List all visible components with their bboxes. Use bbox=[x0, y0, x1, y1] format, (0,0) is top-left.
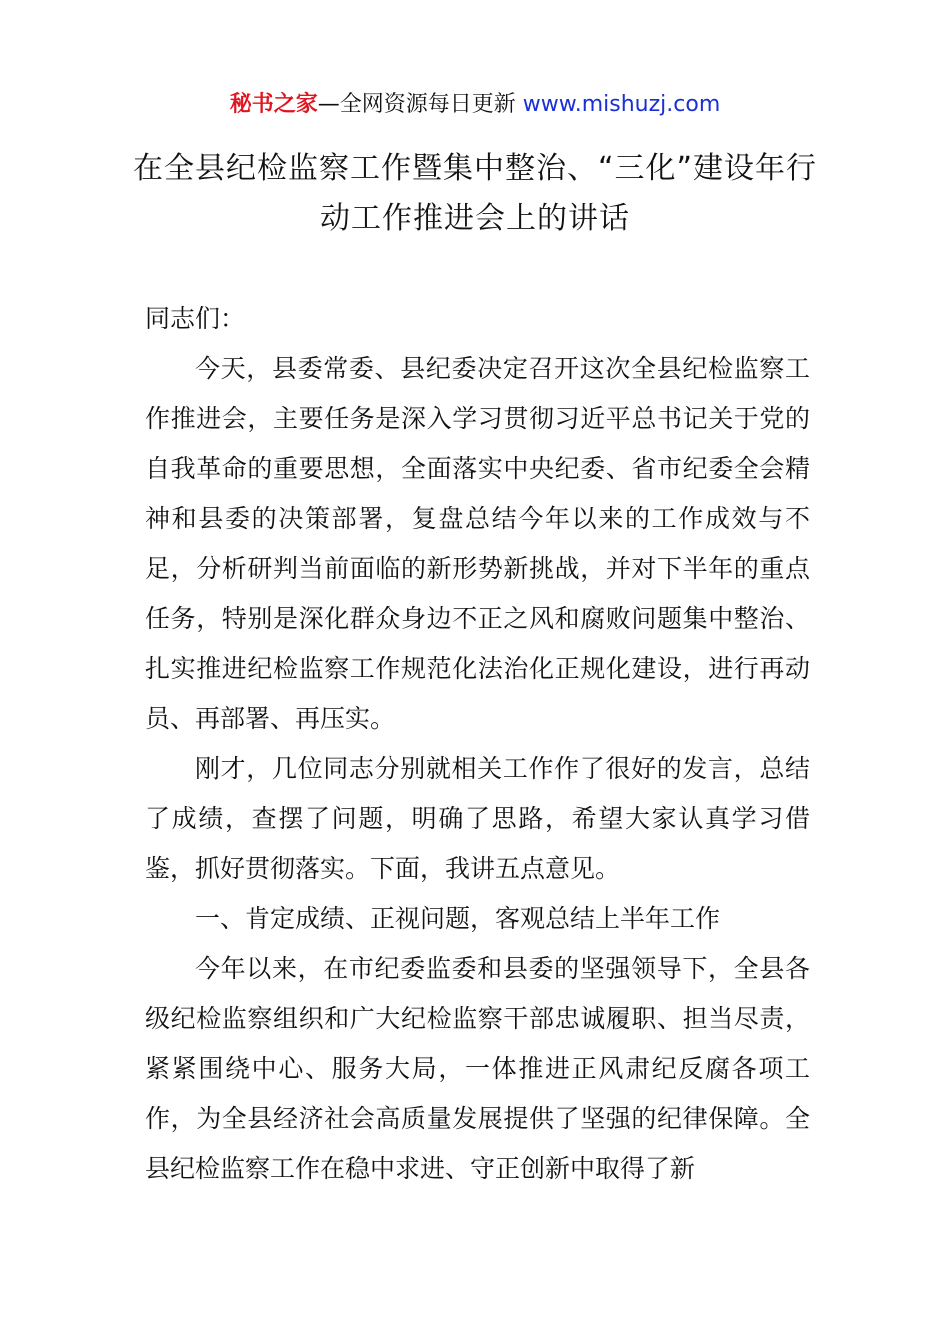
site-banner bbox=[0, 88, 950, 122]
paragraph-speeches: 刚才，几位同志分别就相关工作作了很好的发言，总结了成绩，查摆了问题，明确了思路，希望大家认真学习借鉴，抓好贯彻落实。下面，我讲五点意见。 bbox=[145, 754, 810, 883]
site-url-link[interactable]: www.mishuzj.com bbox=[522, 92, 721, 117]
paragraph-opening: 今天，县委常委、县纪委决定召开这次全县纪检监察工作推进会，主要任务是深入学习贯彻习近平总书记关于党的自我革命的重要思想，全面落实中央纪委、省市纪委全会精神和县委的决策部署，复盘总结今年以来的工作成效与不足，分析研判当前面临的新形势新挑战，并对下半年的重点任务，特别是深化群众身边不正之风和腐败问题集中整治、扎实推进纪检监察工作规范化法治化正规化建设，进行再动员、再部署、再压实。 bbox=[145, 354, 810, 733]
site-slogan: —全网资源每日更新 bbox=[317, 92, 523, 117]
section-heading-one: 一、肯定成绩、正视问题，客观总结上半年工作 bbox=[195, 904, 721, 933]
site-brand: 秘书之家 bbox=[229, 92, 318, 117]
salutation: 同志们： bbox=[145, 304, 246, 333]
paragraph-achievements: 今年以来，在市纪委监委和县委的坚强领导下，全县各级纪检监察组织和广大纪检监察干部忠诚履职、担当尽责，紧紧围绕中心、服务大局，一体推进正风肃纪反腐各项工作，为全县经济社会高质量发展提供了坚强的纪律保障。全县纪检监察工作在稳中求进、守正创新中取得了新 bbox=[145, 954, 810, 1183]
document-title: 在全县纪检监察工作暨集中整治、“三化”建设年行动工作推进会上的讲话 bbox=[132, 151, 818, 236]
document-body bbox=[145, 294, 810, 1194]
